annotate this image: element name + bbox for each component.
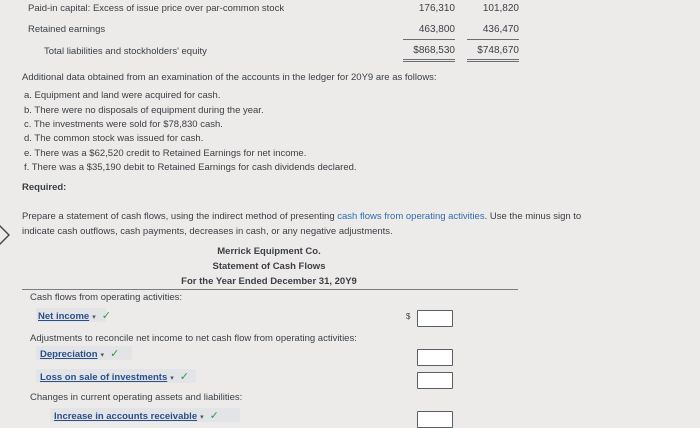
statement-title: Statement of Cash Flows <box>212 261 326 272</box>
required-heading: Required: <box>22 182 67 193</box>
dropdown-value: Depreciation <box>40 349 98 360</box>
additional-item: d. The common stock was issued for cash. <box>24 133 204 144</box>
depreciation-input[interactable] <box>417 349 453 366</box>
operating-activities-link[interactable]: cash flows from operating activities <box>337 211 485 222</box>
balance-total-label: Total liabilities and stockholders' equity <box>44 46 207 57</box>
net-income-dropdown[interactable] <box>38 309 111 322</box>
dropdown-arrow-icon: ▾ <box>100 352 105 359</box>
dropdown-arrow-icon: ▾ <box>170 375 174 382</box>
balance-value-2018: 436,470 <box>467 24 519 40</box>
increase-ar-dropdown[interactable] <box>54 409 219 422</box>
dropdown-value: Increase in accounts receivable <box>54 411 198 422</box>
additional-item: c. The investments were sold for $78,830 cash. <box>24 119 223 130</box>
dropdown-arrow-icon: ▾ <box>200 414 204 421</box>
dropdown-value: Net income <box>38 311 90 322</box>
company-name: Merrick Equipment Co. <box>217 246 321 257</box>
balance-total-2019: $868,530 <box>403 45 455 62</box>
check-icon: ✓ <box>209 410 219 422</box>
instructions <box>22 211 581 222</box>
check-icon: ✓ <box>110 348 120 360</box>
instructions-text: Prepare a statement of cash flows, using the indirect method of presenting <box>22 211 338 222</box>
check-icon: ✓ <box>179 371 189 383</box>
increase-ar-input[interactable] <box>417 411 453 428</box>
balance-value-2019: 463,800 <box>403 24 455 40</box>
check-icon: ✓ <box>101 310 111 322</box>
header-divider <box>22 289 518 290</box>
balance-value-2018: 101,820 <box>482 3 519 14</box>
operating-heading: Cash flows from operating activities: <box>30 292 183 303</box>
statement-period: For the Year Ended December 31, 20Y9 <box>181 276 357 287</box>
depreciation-dropdown[interactable] <box>40 347 119 360</box>
additional-item: a. Equipment and land were acquired for cash. <box>24 90 221 101</box>
instructions-line2: indicate cash outflows, cash payments, decreases in cash, or any negative adjustments. <box>22 226 393 237</box>
loss-on-sale-input[interactable] <box>417 372 453 389</box>
net-income-input[interactable] <box>417 310 453 327</box>
dropdown-arrow-icon: ▾ <box>92 314 96 321</box>
balance-value-2019: 176,310 <box>418 3 455 14</box>
dropdown-value: Loss on sale of investments <box>40 372 168 383</box>
additional-intro: Additional data obtained from an examination of the accounts in the ledger for 20Y9 are as follows: <box>22 72 437 83</box>
changes-heading: Changes in current operating assets and liabilities: <box>30 392 243 403</box>
additional-item: e. There was a $62,520 credit to Retained Earnings for net income. <box>24 148 307 159</box>
additional-item: f. There was a $35,190 debit to Retained Earnings for cash dividends declared. <box>24 162 357 173</box>
loss-on-sale-dropdown[interactable] <box>40 370 189 383</box>
chevron-right-icon[interactable] <box>0 224 10 246</box>
dollar-sign: $ <box>406 312 411 321</box>
additional-item: b. There were no disposals of equipment during the year. <box>24 105 264 116</box>
balance-row-label: Retained earnings <box>28 24 106 35</box>
instructions-text: . Use the minus sign to <box>484 211 582 222</box>
balance-row-label: Paid-in capital: Excess of issue price over par-common stock <box>28 3 285 14</box>
adjustments-heading: Adjustments to reconcile net income to net cash flow from operating activities: <box>30 333 357 344</box>
balance-total-2018: $748,670 <box>467 45 519 62</box>
